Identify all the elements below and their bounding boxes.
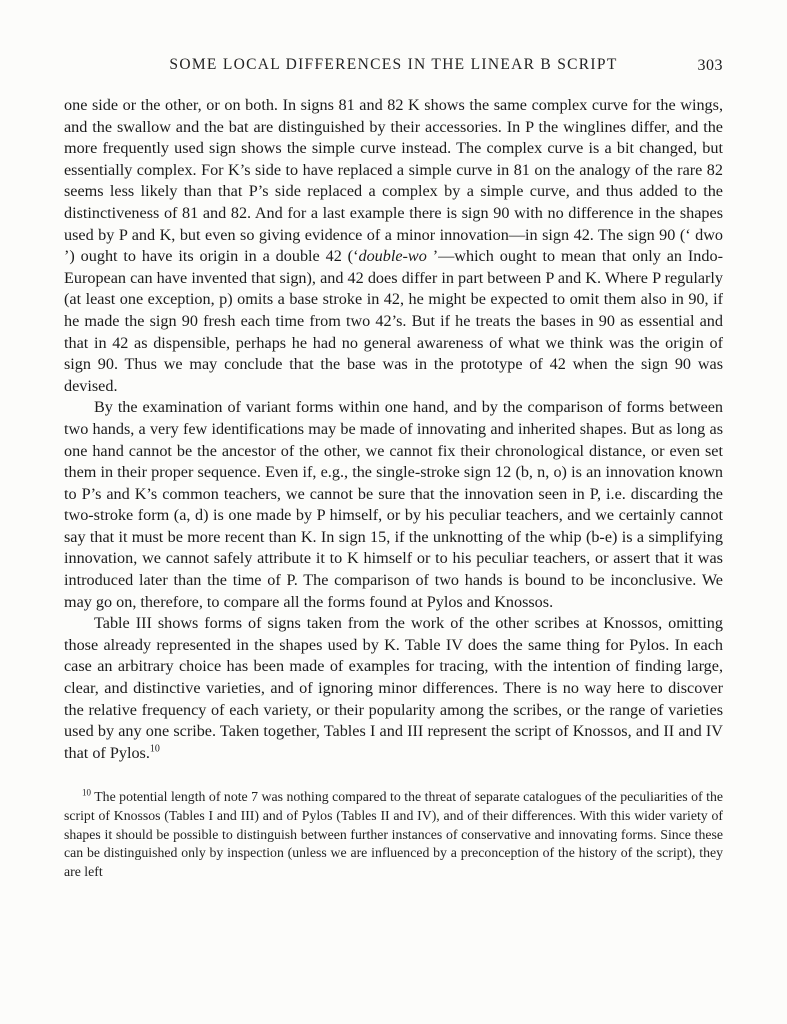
page-header [64, 56, 723, 78]
page-number: 303 [697, 57, 723, 74]
page-body [64, 95, 723, 764]
paragraph-3-text: Table III shows forms of signs taken from the work of the other scribes at Knossos, omitting those already represented in the shapes used by K. Table IV does the same thing for Pylos. In each case an arbitrary choice has been made of examples for tracing, with the intention of finding large, clear, and distinctive varieties, and of ignoring minor differences. There is no way here to discover the relative frequency of each variety, or their popularity among the scribes, or the range of varieties used by any one scribe. Taken together, Tables I and III represent the script of Knossos, and II and IV that of Pylos. [64, 614, 723, 762]
paragraph-2: By the examination of variant forms within one hand, and by the comparison of forms between two hands, a very few identifications may be made of innovating and inherited shapes. But as long as one hand cannot be the ancestor of the other, we cannot fix their chronological distance, or even set them in their proper sequence. Even if, e.g., the single-stroke sign 12 (b, n, o) is an innovation known to P’s and K’s common teachers, we cannot be sure that the innovation seen in P, i.e. discarding the two-stroke form (a, d) is one made by P himself, or by his peculiar teachers, and we certainly cannot say that it must be more recent than K. In sign 15, if the unknotting of the whip (b-e) is a simplifying innovation, we cannot safely attribute it to K himself or to his peculiar teachers, or assert that it was introduced later than the time of P. The comparison of two hands is bound to be inconclusive. We may go on, therefore, to compare all the forms found at Pylos and Knossos. [64, 398, 723, 611]
paragraph-1-text-continued: ’—which ought to mean that only an Indo-European can have invented that sign), and 42 does differ in part between P and K. Where P regularly (at least one exception, p) omits a base stroke in 42, he might be expected to omit them also in 90, if he made the sign 90 fresh each time from two 42’s. But if he treats the bases in 90 as essential and that in 42 as dispensible, perhaps he had no general awareness of what we think was the origin of sign 90. Thus we may conclude that the base was in the prototype of 42 when the sign 90 was devised. [64, 247, 723, 395]
paragraph-3 [64, 613, 723, 764]
footnote-marker: 10 [82, 787, 91, 798]
paragraph-1-text: one side or the other, or on both. In signs 81 and 82 K shows the same complex curve for the wings, and the swallow and the bat are distinguished by their accessories. In P the winglines differ, and the more frequently used sign shows the simple curve instead. The complex curve is a bit changed, but essentially complex. For K’s side to have replaced a simple curve in 81 on the analogy of the rare 82 seems less likely than that P’s side replaced a complex by a simple curve, and thus added to the distinctiveness of 81 and 82. And for a last example there is sign 90 with no difference in the shapes used by P and K, but even so giving evidence of a minor innovation—in sign 42. The sign 90 (‘ dwo ’) ought to have its origin in a double 42 (‘ [64, 96, 723, 266]
italic-term-double-wo: double-wo [358, 247, 427, 266]
footnote-paragraph [64, 788, 723, 881]
paragraph-1 [64, 95, 723, 397]
footnote-text: The potential length of note 7 was nothing compared to the threat of separate catalogues of the peculiarities of the script of Knossos (Tables I and III) and of Pylos (Tables II and IV), and of their differences. With this wider variety of shapes it should be possible to distinguish between further instances of conservative and innovating forms. Since these can be distinguished only by inspection (unless we are influenced by a preconception of the history of the script), they are left [64, 789, 723, 879]
footnote-block [64, 788, 723, 881]
footnote-reference: 10 [149, 743, 160, 755]
running-title: SOME LOCAL DIFFERENCES IN THE LINEAR B SCRIPT [169, 56, 618, 73]
